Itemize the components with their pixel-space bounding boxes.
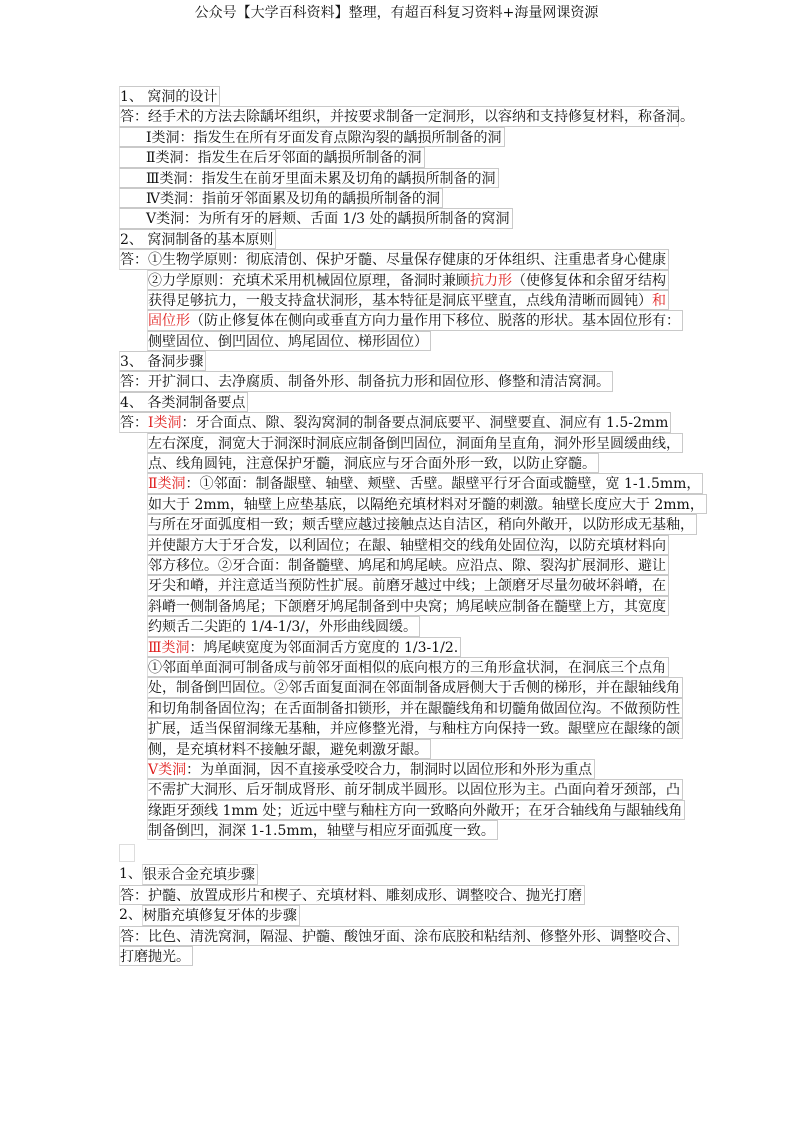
answer-line: 侧，是充填材料不接触牙龈，避免刺激牙龈。	[147, 739, 431, 759]
answer-line: 打磨抛光。	[119, 946, 193, 966]
section-title: 4、 各类洞制备要点	[119, 392, 248, 412]
text: ②力学原则：充填术采用机械固位原理，备洞时兼顾	[148, 272, 470, 289]
page-header: 公众号【大学百科资料】整理，有超百科复习资料+海量网课资源	[194, 5, 599, 21]
document-body	[119, 86, 704, 966]
text: ：为单面洞，因不直接承受咬合力，制洞时以固位形和外形为重点	[186, 761, 593, 778]
section-title: 1、 窝洞的设计	[119, 86, 220, 106]
section-number: 2、	[119, 907, 142, 924]
highlight-term: 固位形	[148, 313, 190, 330]
answer-prefix: 答：	[120, 415, 148, 432]
section-title-row	[119, 864, 679, 884]
answer-line: 答：开扩洞口、去净腐质、制备外形、制备抗力形和固位形、修整和清洁窝洞。	[119, 371, 613, 391]
class-label: Ⅰ类洞	[148, 415, 182, 432]
text: 获得足够抗力，一般支持盒状洞形，基本特征是洞底平壁直，点线角清晰而圆钝）	[148, 292, 652, 309]
answer-line: 侧壁固位、倒凹固位、鸠尾固位、梯形固位）	[147, 331, 431, 351]
section-title: 3、 备洞步骤	[119, 351, 206, 371]
answer-line: 处，制备倒凹固位。②邻舌面复面洞在邻面制备成唇侧大于舌侧的梯形，并在龈轴线角	[147, 677, 683, 697]
answer-line	[119, 412, 671, 432]
highlight-term: 和	[652, 292, 666, 309]
answer-line: 答：比色、清洗窝洞，隔湿、护髓、酸蚀牙面、涂布底胶和粘结剂、修整外形、调整咬合、	[119, 926, 679, 946]
answer-line: 答：经手术的方法去除龋坏组织，并按要求制备一定洞形，以容纳和支持修复材料，称备洞。	[119, 106, 679, 126]
answer-line: 制备倒凹，洞深 1-1.5mm，轴壁与相应牙面弧度一致。	[147, 820, 498, 840]
answer-line	[147, 290, 669, 310]
empty-text-box	[119, 844, 135, 862]
answer-line: 不需扩大洞形、后牙制成肾形、前牙制成半圆形。以固位形为主。凸面向着牙颈部，凸	[147, 779, 683, 799]
text: ：鸠尾峡宽度为邻面洞舌方宽度的 1/3-1/2.	[189, 639, 459, 656]
answer-line: 与所在牙面弧度相一致；颊舌壁应越过接触点达自洁区，稍向外敞开，以防形成无基釉，	[147, 514, 697, 534]
cavity-class-2: Ⅱ类洞：指发生在后牙邻面的龋损所制备的洞	[119, 147, 425, 167]
answer-line: 牙尖和嵴，并注意适当预防性扩展。前磨牙越过中线；上颌磨牙尽量勿破坏斜嵴，在	[147, 575, 669, 595]
class-label: Ⅱ类洞	[148, 476, 186, 493]
class-label: Ⅲ类洞	[148, 639, 190, 656]
answer-line	[147, 759, 595, 779]
section-title-row	[119, 905, 679, 925]
answer-line: 和切角制备固位沟；在舌面制备扣锁形，并在龈髓线角和切髓角做固位沟。不做预防性	[147, 698, 683, 718]
answer-line: 点、线角圆钝，注意保护牙髓，洞底应与牙合面外形一致，以防止穿髓。	[147, 453, 599, 473]
text: （防止修复体在侧向或垂直方向力量作用下移位、脱落的形状。基本固位形有：	[190, 313, 680, 330]
answer-line: 约颊舌二尖距的 1/4-1/3/，外形曲线圆缓。	[147, 616, 420, 636]
highlight-term: 抗力形	[470, 272, 512, 289]
cavity-class-4: Ⅳ类洞：指前牙邻面累及切角的龋损所制备的洞	[119, 188, 443, 208]
answer-line: 扩展，适当保留洞缘无基釉，并应修整光滑，与釉柱方向保持一致。龈壁应在龈缘的颌	[147, 718, 683, 738]
answer-line: 斜嵴一侧制备鸠尾；下颌磨牙鸠尾制备到中央窝；鸠尾峡应制备在髓壁上方，其宽度	[147, 596, 669, 616]
section-title: 银汞合金充填步骤	[142, 864, 258, 884]
answer-line: ①邻面单面洞可制备成与前邻牙面相似的底向根方的三角形盒状洞，在洞底三个点角	[147, 657, 669, 677]
answer-line	[147, 270, 669, 290]
cavity-class-5: Ⅴ类洞：为所有牙的唇颊、舌面 1/3 处的龋损所制备的窝洞	[119, 208, 513, 228]
answer-line	[147, 310, 683, 330]
answer-line: 邻方移位。②牙合面：制备髓壁、鸠尾和鸠尾峡。应沿点、隙、裂沟扩展洞形、避让	[147, 555, 669, 575]
text: ：牙合面点、隙、裂沟窝洞的制备要点洞底要平、洞壁要直、洞应有 1.5-2mm	[181, 415, 669, 432]
class-label: Ⅴ类洞	[148, 761, 187, 778]
answer-line: 答：①生物学原则：彻底清创、保护牙髓、尽量保存健康的牙体组织、注重患者身心健康	[119, 249, 669, 269]
section-number: 1、	[119, 866, 142, 883]
cavity-class-3: Ⅲ类洞：指发生在前牙里面未累及切角的龋损所制备的洞	[119, 168, 499, 188]
answer-line: 并使龈方大于牙合发，以利固位；在龈、轴壁相交的线角处固位沟，以防充填材料向	[147, 535, 669, 555]
answer-line: 左右深度，洞宽大于洞深时洞底应制备倒凹固位，洞面角呈直角，洞外形呈圆缓曲线，	[147, 433, 683, 453]
answer-line	[147, 473, 703, 493]
answer-line: 如大于 2mm，轴壁上应垫基底，以隔绝充填材料对牙髓的刺激。轴壁长度应大于 2mm，	[147, 494, 707, 514]
answer-line: 缘距牙颈线 1mm 处；近远中壁与釉柱方向一致略向外敞开；在牙合轴线角与龈轴线角	[147, 800, 685, 820]
section-title: 2、 窝洞制备的基本原则	[119, 229, 276, 249]
section-title: 树脂充填修复牙体的步骤	[142, 905, 300, 925]
text: ：①邻面：制备龈壁、轴壁、颊壁、舌壁。龈壁平行牙合面或髓壁，宽 1-1.5mm，	[185, 476, 701, 493]
answer-line	[147, 637, 461, 657]
cavity-class-1: Ⅰ类洞：指发生在所有牙面发育点隙沟裂的龋损所制备的洞	[119, 127, 505, 147]
text: （使修复体和余留牙结构	[512, 272, 666, 289]
answer-line: 答：护髓、放置成形片和楔子、充填材料、雕刻成形、调整咬合、抛光打磨	[119, 885, 585, 905]
